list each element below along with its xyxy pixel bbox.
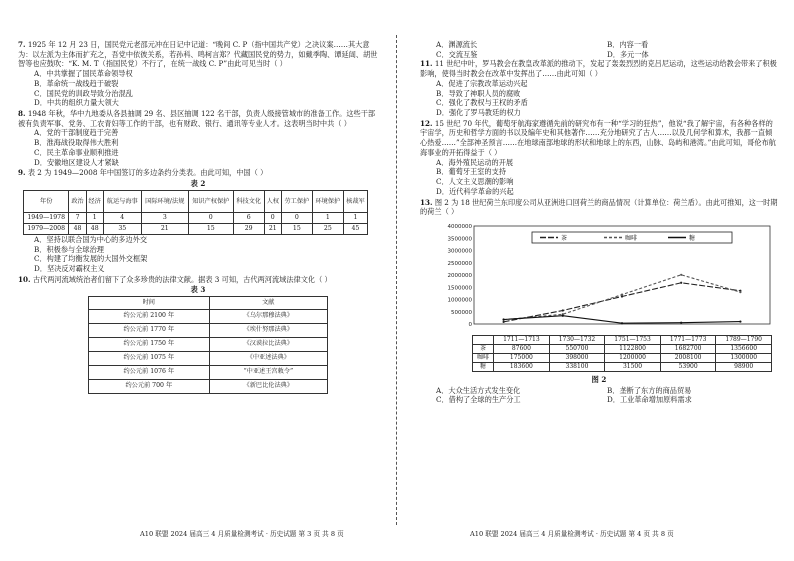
table-cell: 7 <box>69 212 86 223</box>
row-label: 咖啡 <box>473 353 494 362</box>
table-cell: 约公元前 1750 年 <box>89 338 210 352</box>
header-cell: 1711—1713 <box>494 335 550 344</box>
legend-label: 糖 <box>689 234 696 242</box>
header-cell <box>473 335 494 344</box>
question-12 <box>420 119 778 197</box>
table-cell: 1949—1978 <box>24 212 69 223</box>
option-c[interactable]: C．人文主义思潮的影响 <box>436 177 514 187</box>
option-c[interactable]: C．交流互鉴 <box>436 49 478 59</box>
table-cell: 1 <box>86 212 103 223</box>
table-cell: 183600 <box>494 362 550 371</box>
question-stem: 11 世纪中叶，罗马教会在教皇改革派的推动下，发起了轰轰烈烈的克吕尼运动，这些运动给教会带来了积极影响，使得当时教会在改革中发挥出了……由此可知（ ） <box>420 59 777 79</box>
data-point <box>621 293 623 295</box>
data-point <box>680 282 682 284</box>
line-chart <box>432 220 772 332</box>
header-cell: 劳工保护 <box>281 190 312 212</box>
question-number: 8. <box>18 109 26 119</box>
header-cell: 国际环境/法规 <box>141 190 188 212</box>
header-cell: 科技文化 <box>233 190 264 212</box>
y-tick-label: 2500000 <box>447 260 472 267</box>
page-footer: A10 联盟 2024 届高三 4 月质量检测考试 · 历史试题 第 4 页 共 8 页 <box>470 530 674 539</box>
header-cell: 文献 <box>209 297 327 310</box>
table-cell: 48 <box>69 223 86 234</box>
y-tick-label: 4000000 <box>447 223 472 230</box>
table-cell: 35 <box>103 223 141 234</box>
option-b[interactable]: B．葡萄牙王室的支持 <box>436 167 506 177</box>
header-cell: 知识产权保护 <box>188 190 233 212</box>
table-cell: 87600 <box>494 344 550 353</box>
table-cell: “中亚述王宫敕令” <box>209 366 327 380</box>
option-a[interactable]: A．促进了宗教改革运动兴起 <box>436 78 528 88</box>
table-cell: 《新巴比伦法典》 <box>209 380 327 394</box>
table-cell: 1356600 <box>716 344 772 353</box>
option-c[interactable]: C．强化了教权与王权的矛盾 <box>436 98 528 108</box>
page-footer: A10 联盟 2024 届高三 4 月质量检测考试 · 历史试题 第 3 页 共 8 页 <box>140 530 344 539</box>
option-c[interactable]: C．国民党的训政导致分治混乱 <box>34 88 133 98</box>
question-13-options <box>420 386 778 405</box>
table-cell: 0 <box>188 212 233 223</box>
table-cell: 1200000 <box>605 353 661 362</box>
question-10-options <box>420 40 778 59</box>
data-point <box>739 291 741 293</box>
option-c[interactable]: C．借构了全球的生产分工 <box>436 395 521 405</box>
option-d[interactable]: D．强化了罗马教廷的权力 <box>436 108 521 118</box>
table-cell: 《乌尔那穆法典》 <box>209 310 327 324</box>
question-stem: 1948 年秋，华中九地委从各县抽调 29 名、县区抽调 122 名干部，负责人级接管城市的准备工作。这些干部被有负责军事、党务、工农青妇等工作的干部，也有财政、银行、通讯等专业人才。这表明当时中共（ ） <box>18 109 376 128</box>
header-cell: 人权 <box>264 190 281 212</box>
table-cell: 2008100 <box>660 353 716 362</box>
header-cell: 1771—1773 <box>660 335 716 344</box>
table-cell: 1 <box>312 212 343 223</box>
table-cell: 3 <box>141 212 188 223</box>
table-cell: 约公元前 1075 年 <box>89 352 210 366</box>
data-point <box>562 315 564 317</box>
table-cell: 《汉谟拉比法典》 <box>209 338 327 352</box>
table-cell: 0 <box>281 212 312 223</box>
data-point <box>680 274 682 276</box>
option-b[interactable]: B．淮海战役取得伟大胜利 <box>34 138 119 148</box>
table-cell: 1122800 <box>605 344 661 353</box>
y-tick-label: 2000000 <box>447 272 472 279</box>
option-b[interactable]: B．垄断了东方的商品贸易 <box>607 385 692 395</box>
header-cell: 航运与海事 <box>103 190 141 212</box>
question-number: 9. <box>18 168 26 178</box>
option-c[interactable]: C．民主革命事业顺利推进 <box>34 147 119 157</box>
table-cell: 《中亚述法典》 <box>209 352 327 366</box>
row-label: 糖 <box>473 362 494 371</box>
data-point <box>621 322 623 324</box>
question-11 <box>420 59 778 117</box>
question-stem: 1925 年 12 月 23 日，国民党元老邵元冲在日记中记道：“晚间 C. P（指中国共产党）之决议案……其大意为：以左派为主体而扩充之，吾党中依彼关系，若孙科、鸣柯言郑？代藏国民党的势力，如戴季陶、谭延闿、胡世智等也应鼓吹：“K. M. T（指国民党）不行了，在统一战线 C. P”由此可见当时（ ） <box>18 40 378 69</box>
right-column <box>420 40 778 406</box>
header-cell: 1789—1790 <box>716 335 772 344</box>
y-tick-label: 1000000 <box>447 297 472 304</box>
table-cell: 15 <box>188 223 233 234</box>
question-number: 13. <box>420 197 433 207</box>
option-a[interactable]: A．中共掌握了国民革命领导权 <box>34 69 133 79</box>
question-stem: 图 2 为 18 世纪荷兰东印度公司从亚洲进口回荷兰的商品情况（计算单位：荷兰盾）。由此可推知，这一时期的荷兰（ ） <box>420 197 778 217</box>
data-point <box>621 295 623 297</box>
legend-label: 茶 <box>561 234 568 242</box>
table-cell: 31500 <box>605 362 661 371</box>
question-13 <box>420 198 778 406</box>
option-d[interactable]: D．安徽地区建设人才紧缺 <box>34 157 119 167</box>
table-cell: 1682700 <box>660 344 716 353</box>
table-cell: 1979—2008 <box>24 223 69 234</box>
question-number: 7. <box>18 40 26 49</box>
option-a[interactable]: A．坚持以联合国为中心的多边外交 <box>34 234 148 244</box>
table-cell: 398000 <box>549 353 605 362</box>
option-a[interactable]: A．海外殖民运动的开展 <box>436 157 514 167</box>
option-d[interactable]: D．多元一体 <box>607 49 649 59</box>
table-row <box>473 353 772 362</box>
option-b[interactable]: B．积极参与全球治理 <box>34 244 104 254</box>
figure-caption: 图 2 <box>591 375 607 385</box>
table-cell: 25 <box>312 223 343 234</box>
table-row <box>473 344 772 353</box>
table-cell: 21 <box>264 223 281 234</box>
table-cell: 53900 <box>660 362 716 371</box>
data-point <box>680 322 682 324</box>
header-cell: 环境保护 <box>312 190 343 212</box>
option-a[interactable]: A．大众生活方式发生变化 <box>436 385 521 395</box>
data-point <box>503 321 505 323</box>
question-stem: 15 世纪 70 年代，葡萄牙航海家遵循先前的研究布有一种“学习的狂热”，他说“我了解宇宙，有各种各样的宇宙学，历史和哲学方面的书以及编年史和其他著作……充分地研究了古人……以及几何学和算术，我都一直倾心热爱……”全部神圣预言……在地球南部地球的形状和地球上的东西，山脉、岛屿和港湾。”由此可知，哥伦布航海事业的开拓得益于（ ） <box>420 118 776 157</box>
series-line <box>504 316 741 324</box>
table-cell: 约公元前 1770 年 <box>89 324 210 338</box>
table-cell: 98900 <box>716 362 772 371</box>
table-cell: 1300000 <box>716 353 772 362</box>
header-cell: 年份 <box>24 190 69 212</box>
table-cell: 45 <box>343 223 367 234</box>
option-c[interactable]: C．构建了均衡发展的大国外交框架 <box>34 254 148 264</box>
question-number: 11. <box>420 59 433 69</box>
table-header-row <box>473 335 772 344</box>
header-cell: 经济 <box>86 190 103 212</box>
table-cell: 21 <box>141 223 188 234</box>
y-tick-label: 3000000 <box>447 248 472 255</box>
table-cell: 《埃什努那法典》 <box>209 324 327 338</box>
chart-data-table <box>472 335 772 372</box>
question-number: 12. <box>420 118 433 128</box>
option-a[interactable]: A．党的干部制度趋于完善 <box>34 128 119 138</box>
option-b[interactable]: B．导致了神职人员的腐败 <box>436 88 521 98</box>
header-cell: 1730—1732 <box>549 335 605 344</box>
table-caption: 表 2 <box>190 179 206 189</box>
data-point <box>739 320 741 322</box>
legend-label: 咖啡 <box>625 234 638 242</box>
data-point <box>562 309 564 311</box>
table-cell: 15 <box>281 223 312 234</box>
y-tick-label: 3500000 <box>447 236 472 243</box>
data-point <box>503 318 505 320</box>
header-cell: 核裁军 <box>343 190 367 212</box>
question-stem: 古代两河流域统治者们留下了众多珍贵的法律文献。据表 3 可知，古代两河流域法律文化（ ） <box>32 274 332 284</box>
option-d[interactable]: D．近代科学革命的兴起 <box>436 186 514 196</box>
y-tick-label: 500000 <box>451 309 472 316</box>
table-cell: 约公元前 2100 年 <box>89 310 210 324</box>
header-cell: 政治 <box>69 190 86 212</box>
option-d[interactable]: D．工业革命增加原料需求 <box>607 395 692 405</box>
row-label: 茶 <box>473 344 494 353</box>
table-cell: 550700 <box>549 344 605 353</box>
y-tick-label: 0 <box>468 321 472 328</box>
table-cell: 175000 <box>494 353 550 362</box>
table-row <box>473 362 772 371</box>
header-cell: 1751—1753 <box>605 335 661 344</box>
table-cell: 约公元前 1076 年 <box>89 366 210 380</box>
table-cell: 29 <box>233 223 264 234</box>
y-tick-label: 1500000 <box>447 285 472 292</box>
option-a[interactable]: A．渊源流长 <box>436 40 478 49</box>
table-cell: 约公元前 700 年 <box>89 380 210 394</box>
table-cell: 6 <box>233 212 264 223</box>
table-cell: 338100 <box>549 362 605 371</box>
question-stem: 表 2 为 1949—2008 年中国签订的多边条约分类表。由此可知，中国（ ） <box>27 168 268 178</box>
import-chart <box>432 220 778 372</box>
option-b[interactable]: B．革命统一战线趋于破裂 <box>34 78 119 88</box>
option-d[interactable]: D．坚决反对霸权主义 <box>34 263 105 273</box>
option-d[interactable]: D．中共的组织力量大领大 <box>34 98 119 108</box>
header-cell: 时间 <box>89 297 210 310</box>
table-cell: 48 <box>86 223 103 234</box>
question-number: 10. <box>18 274 31 284</box>
table-cell: 0 <box>264 212 281 223</box>
option-b[interactable]: B．内容一看 <box>607 40 649 49</box>
table-cell: 4 <box>103 212 141 223</box>
table-caption: 表 3 <box>190 285 206 295</box>
table-cell: 1 <box>343 212 367 223</box>
